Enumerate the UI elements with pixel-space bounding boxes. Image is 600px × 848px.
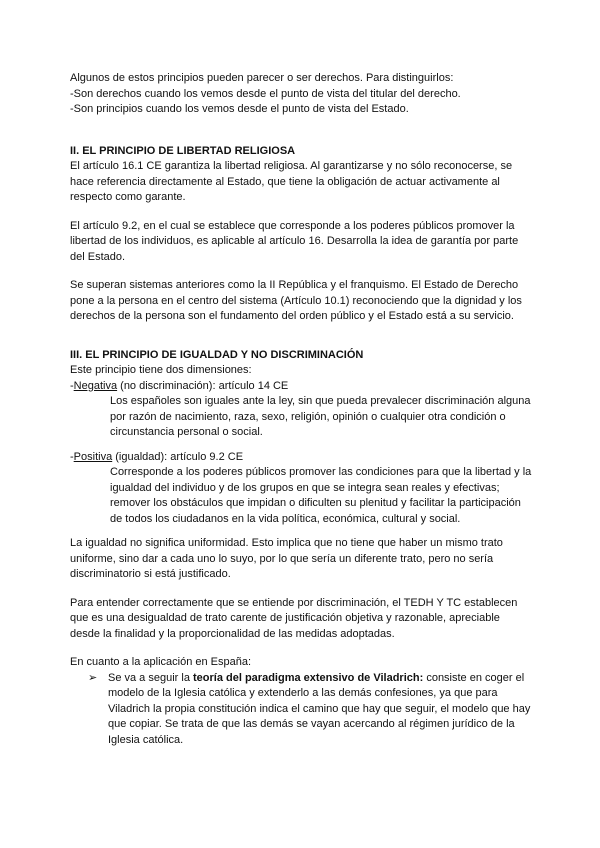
negativa-dash: -: [70, 379, 74, 392]
arrow-bullet-icon: ➢: [88, 671, 98, 684]
negativa-detail: (no discriminación): artículo 14 CE: [117, 379, 289, 392]
libertad-paragraph-3: Se superan sistemas anteriores como la II República y el franquismo. El Estado de Derecho pone a la persona en el centro del sistema (Artículo 10.1) reconociendo que la dignidad y los derechos de la persona son el fundamento del orden público y el Estado está a su servicio.: [70, 279, 522, 322]
uniformidad-paragraph: La igualdad no significa uniformidad. Esto implica que no tiene que haber un mismo trato uniforme, sino dar a cada uno lo suyo, por lo que sería un diferente trato, pero no sería discriminatorio si está justificado.: [70, 537, 503, 580]
intro-line-2: -Son derechos cuando los vemos desde el punto de vista del titular del derecho.: [70, 87, 461, 100]
positiva-detail: (igualdad): artículo 9.2 CE: [112, 450, 244, 463]
viladrich-bold-phrase: teoría del paradigma extensivo de Viladrich:: [193, 671, 424, 684]
negativa-term: Negativa: [73, 379, 118, 392]
positiva-term: Positiva: [73, 450, 113, 463]
intro-paragraph: [70, 71, 532, 118]
viladrich-bullet-item: [88, 671, 532, 749]
libertad-paragraph-2: El artículo 9.2, en el cual se establece que corresponde a los poderes públicos promover la libertad de los individuos, es aplicable al artículo 16. Desarrolla la idea de garantía por parte del Estado.: [70, 219, 519, 263]
section-heading-libertad-religiosa: II. EL PRINCIPIO DE LIBERTAD RELIGIOSA: [70, 144, 296, 157]
aplicacion-intro-line: En cuanto a la aplicación en España:: [70, 656, 252, 668]
dimensiones-intro-line: Este principio tiene dos dimensiones:: [70, 364, 252, 376]
negativa-quote: Los españoles son iguales ante la ley, sin que pueda prevalecer discriminación alguna por razón de nacimiento, raza, sexo, religión, opinión o cualquier otra condición o circunstancia personal o social.: [110, 395, 531, 438]
intro-line-1: Algunos de estos principios pueden parecer o ser derechos. Para distinguirlos:: [70, 72, 454, 84]
positiva-term-line: [70, 450, 532, 466]
positiva-dash: -: [70, 450, 74, 463]
libertad-paragraph-1: El artículo 16.1 CE garantiza la libertad religiosa. Al garantizarse y no sólo reconocerse, se hace referencia directamente al Estado, que tiene la obligación de actuar activamente al respecto como garante.: [70, 160, 513, 203]
viladrich-bullet-text: [108, 671, 532, 749]
negativa-term-line: [70, 379, 532, 395]
viladrich-lead: Se va a seguir la: [108, 671, 193, 684]
intro-line-3: -Son principios cuando los vemos desde el punto de vista del Estado.: [70, 103, 409, 115]
positiva-quote: Corresponde a los poderes públicos promover las condiciones para que la libertad y la igualdad del individuo y de los grupos en que se integra sean reales y efectivas; remover los obstáculos que impidan o dificulten su plenitud y facilitar la participación de todos los ciudadanos en la vida política, económica, cultural y social.: [110, 466, 532, 525]
viladrich-rest: consiste en coger el modelo de la Iglesia católica y extenderlo a las demás confesiones, ya que para Viladrich la propia constitución indica el camino que hay que seguir, el modelo que hay que copiar. Se trata de que las demás se vayan acercando al régimen jurídico de la Iglesia católica.: [108, 671, 531, 746]
tedh-paragraph: Para entender correctamente que se entiende por discriminación, el TEDH Y TC establecen que es una desigualdad de trato carente de justificación objetiva y razonable, apreciable desde la finalidad y la proporcionalidad de las medidas adoptadas.: [70, 596, 518, 640]
section-heading-igualdad: III. EL PRINCIPIO DE IGUALDAD Y NO DISCRIMINACIÓN: [70, 348, 364, 361]
